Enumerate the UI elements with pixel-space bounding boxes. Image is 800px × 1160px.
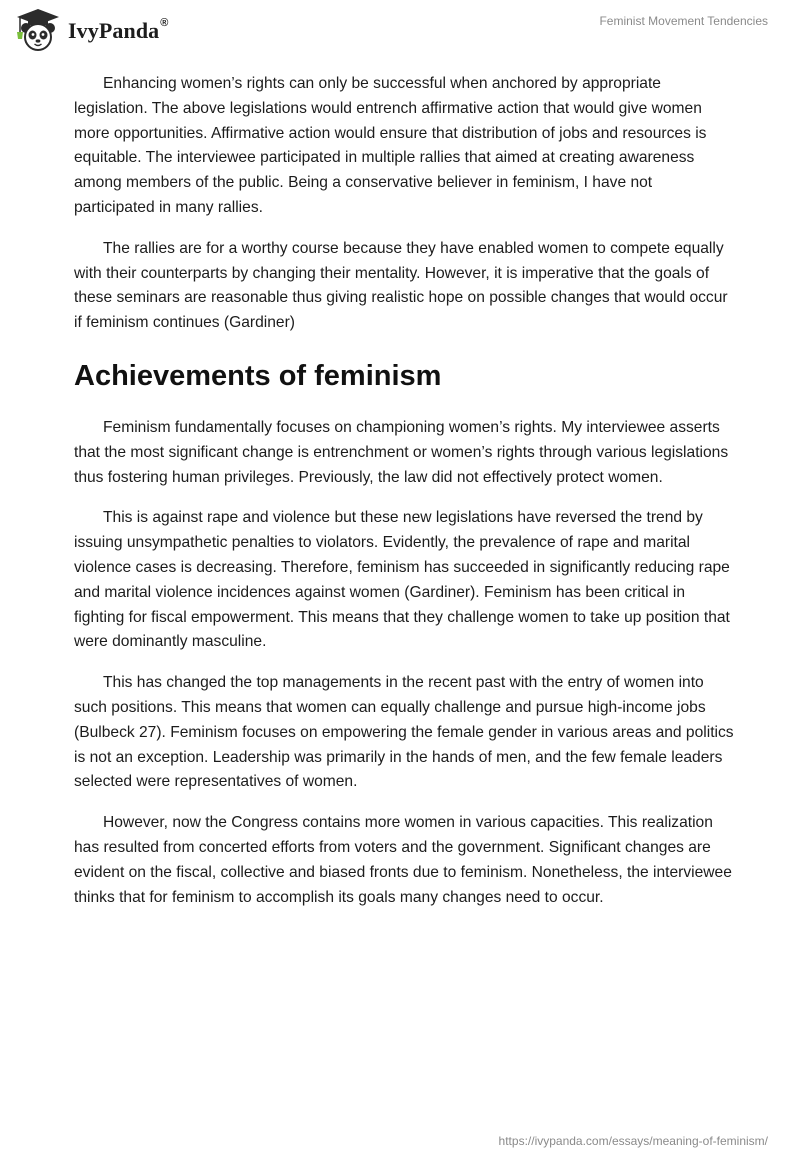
paragraph: This is against rape and violence but these new legislations have reversed the trend by issuing unsympathetic penalties to violators. Evidently, the prevalence of rape and marital violence cases is decreasing. Therefore, feminism has succeeded in significantly reducing rape and marital violence incidences against women (Gardiner). Feminism has been critical in fighting for fiscal empowerment. This means that they challenge women to take up position that were dominantly masculine. [74, 509, 730, 651]
paragraph: Enhancing women’s rights can only be successful when anchored by appropriate legislation. The above legislations would entrench affirmative action that would give women more opportunities. Affirmative action would ensure that distribution of jobs and resources is equitable. The interviewee participated in multiple rallies that aimed at creating awareness among members of the public. Being a conservative believer in feminism, I have not participated in many rallies. [74, 75, 707, 216]
essay-body [74, 72, 734, 926]
paragraph: Feminism fundamentally focuses on championing women’s rights. My interviewee asserts that the most significant change is entrenchment or women’s rights through various legislations thus fostering human privileges. Previously, the law did not effectively protect women. [74, 418, 729, 486]
paragraph: This has changed the top managements in the recent past with the entry of women into such positions. This means that women can equally challenge and pursue high-income jobs (Bulbeck 27). Feminism focuses on empowering the female gender in various areas and politics is not an exception. Leadership was primarily in the hands of men, and the few female leaders selected were representatives of women. [74, 674, 734, 791]
panda-logo-icon [14, 8, 62, 52]
paragraph: The rallies are for a worthy course because they have enabled women to compete equally with their counterparts by changing their mentality. However, it is imperative that the goals of these seminars are reasonable thus giving realistic hope on possible changes that would occur if feminism continues (Gardiner) [74, 239, 728, 332]
brand-name: IvyPanda® [68, 16, 169, 43]
paragraph: However, now the Congress contains more women in various capacities. This realization has resulted from concerted efforts from voters and the government. Significant changes are evident on the fiscal, collective and biased fronts due to feminism. Nonetheless, the interviewee thinks that for feminism to accomplish its goals many changes need to occur. [74, 814, 732, 906]
brand-logo[interactable] [14, 8, 169, 52]
section-heading: Achievements of feminism [74, 359, 442, 392]
page-header [0, 0, 800, 60]
document-title: Feminist Movement Tendencies [599, 14, 768, 28]
source-url-link[interactable]: https://ivypanda.com/essays/meaning-of-feminism/ [498, 1134, 768, 1148]
